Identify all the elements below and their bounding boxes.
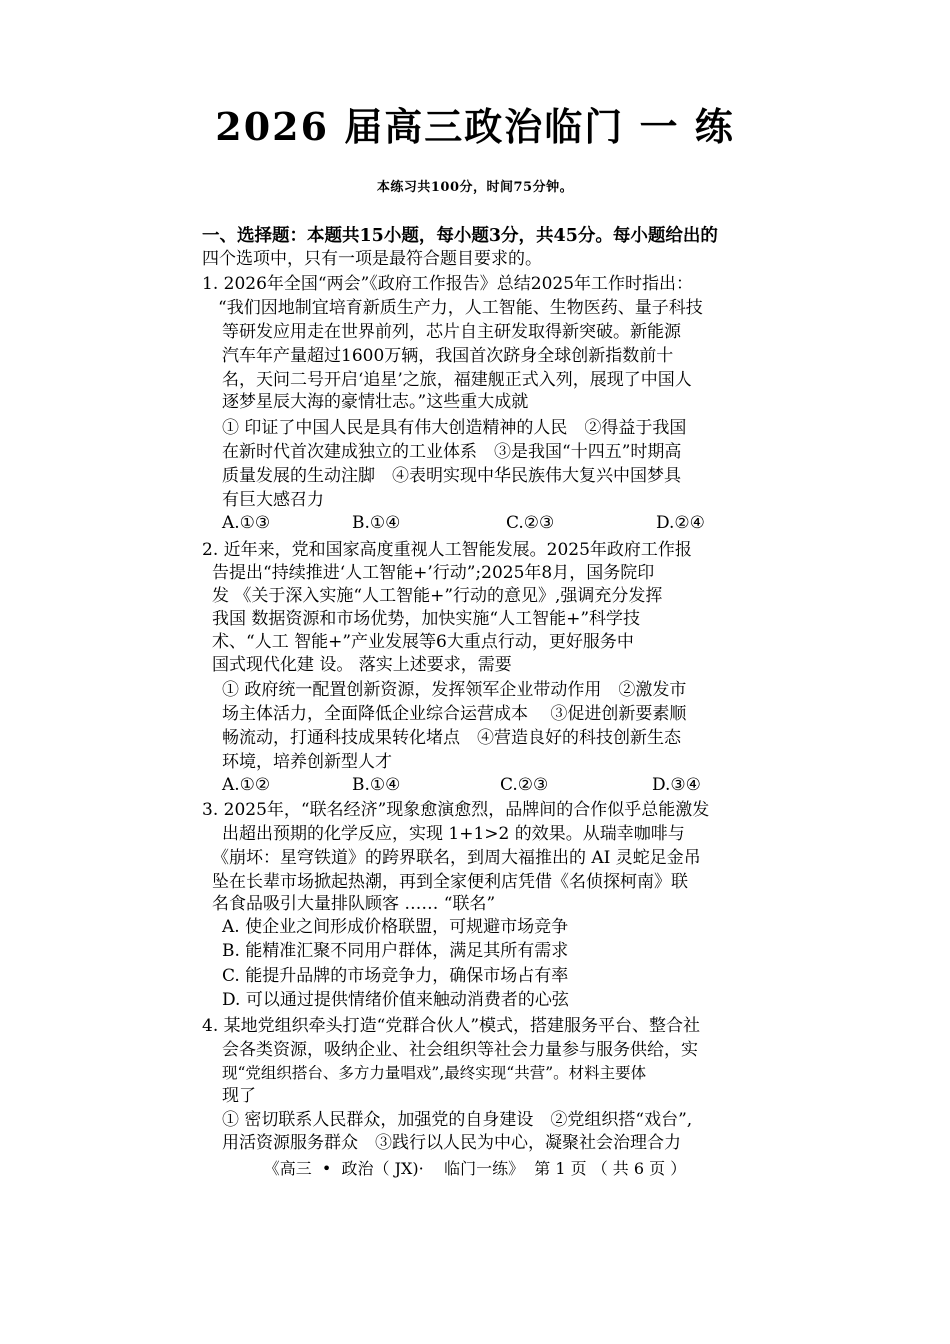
q1-statement-line: ① 印证了中国人民是具有伟大创造精神的人民 ②得益于我国: [222, 418, 687, 438]
q1-statement-line: 有巨大感召力: [222, 490, 324, 510]
q1-choice-d: D.②④: [656, 513, 705, 533]
q1-statement-line: 在新时代首次建成独立的工业体系 ③是我国“十四五”时期高: [222, 442, 682, 462]
q1-stem-line: “我们因地制宜培育新质生产力，人工智能、生物医药、量子科技: [218, 298, 703, 318]
q1-stem-line: 等研发应用走在世界前列，芯片自主研发取得新突破。新能源: [222, 322, 681, 342]
q2-stem-line: 发 《关于深入实施“人工智能+”行动的意见》,强调充分发挥: [212, 586, 663, 606]
q2-choice-b: B.①④: [352, 775, 401, 795]
q1-stem-line: 逐梦星辰大海的豪情壮志。”这些重大成就: [222, 392, 529, 412]
q1-stem-line: 名，天问二号开启‘追星’之旅，福建舰正式入列，展现了中国人: [222, 370, 692, 390]
q3-stem-line: 名食品吸引大量排队顾客 …… “联名”: [212, 894, 496, 914]
q3-stem-line: 3. 2025年，“联名经济”现象愈演愈烈，品牌间的合作似乎总能激发: [202, 800, 710, 820]
q4-stem-line: 现了: [222, 1086, 256, 1106]
q4-stem-line: 现“党组织搭台、多方力量唱戏”,最终实现“共营”。材料主要体: [222, 1064, 647, 1082]
q2-statement-line: 环境，培养创新型人才: [222, 752, 392, 772]
q2-statement-line: 场主体活力，全面降低企业综合运营成本 ③促进创新要素顺: [222, 704, 687, 724]
q2-choice-a: A.①②: [222, 775, 271, 795]
q3-stem-line: 出超出预期的化学反应，实现 1+1>2 的效果。从瑞幸咖啡与: [222, 824, 685, 844]
q3-choice-b: B. 能精准汇聚不同用户群体，满足其所有需求: [222, 941, 569, 961]
section-heading-cont: 四个选项中，只有一项是最符合题目要求的。: [202, 249, 542, 269]
q4-statement-line: 用活资源服务群众 ③践行以人民为中心，凝聚社会治理合力: [222, 1133, 681, 1153]
q3-choice-c: C. 能提升品牌的市场竞争力，确保市场占有率: [222, 966, 569, 986]
q1-choice-b: B.①④: [352, 513, 401, 533]
section-heading: 一、选择题：本题共15小题，每小题3分，共45分。每小题给出的: [202, 226, 718, 246]
q2-stem-line: 术、“人工 智能+”产业发展等6大重点行动，更好服务中: [212, 632, 634, 652]
q2-statement-line: ① 政府统一配置创新资源，发挥领军企业带动作用 ②激发市: [222, 680, 687, 700]
q2-stem-line: 国式现代化建 设。 落实上述要求，需要: [212, 655, 512, 675]
q4-stem-line: 4. 某地党组织牵头打造“党群合伙人”模式，搭建服务平台、整合社: [202, 1016, 701, 1036]
page-footer: 《高三 • 政治（ JX)· 临门一练》 第 1 页 （ 共 6 页 ）: [263, 1159, 687, 1178]
q2-stem-line: 2. 近年来，党和国家高度重视人工智能发展。2025年政府工作报: [202, 540, 692, 560]
q2-stem-line: 我国 数据资源和市场优势，加快实施“人工智能+”科学技: [212, 609, 641, 629]
q3-choice-a: A. 使企业之间形成价格联盟，可规避市场竞争: [222, 917, 569, 937]
q2-statement-line: 畅流动，打通科技成果转化堵点 ④营造良好的科技创新生态: [222, 728, 681, 748]
q3-stem-line: 坠在长辈市场掀起热潮，再到全家便利店凭借《名侦探柯南》联: [212, 872, 688, 892]
exam-subtitle: 本练习共100分，时间75分钟。: [376, 180, 574, 195]
q2-choice-c: C.②③: [500, 775, 549, 795]
q4-stem-line: 会各类资源，吸纳企业、社会组织等社会力量参与服务供给，实: [222, 1040, 698, 1060]
q2-stem-line: 告提出“持续推进‘人工智能+’行动”;2025年8月，国务院印: [212, 563, 655, 583]
q1-stem-line: 汽车年产量超过1600万辆，我国首次跻身全球创新指数前十: [222, 346, 674, 366]
q1-choice-c: C.②③: [506, 513, 555, 533]
q4-statement-line: ① 密切联系人民群众，加强党的自身建设 ②党组织搭“戏台”,: [222, 1110, 693, 1130]
exam-title: 2026 届高三政治临门 一 练: [215, 104, 735, 149]
q1-statement-line: 质量发展的生动注脚 ④表明实现中华民族伟大复兴中国梦具: [222, 466, 681, 486]
q3-choice-d: D. 可以通过提供情绪价值来触动消费者的心弦: [222, 990, 569, 1010]
q1-stem-line: 1. 2026年全国“两会”《政府工作报告》总结2025年工作时指出：: [202, 274, 694, 294]
q1-choice-a: A.①③: [222, 513, 271, 533]
q2-choice-d: D.③④: [652, 775, 701, 795]
q3-stem-line: 《崩坏：星穹铁道》的跨界联名，到周大福推出的 AI 灵蛇足金吊: [212, 848, 701, 868]
